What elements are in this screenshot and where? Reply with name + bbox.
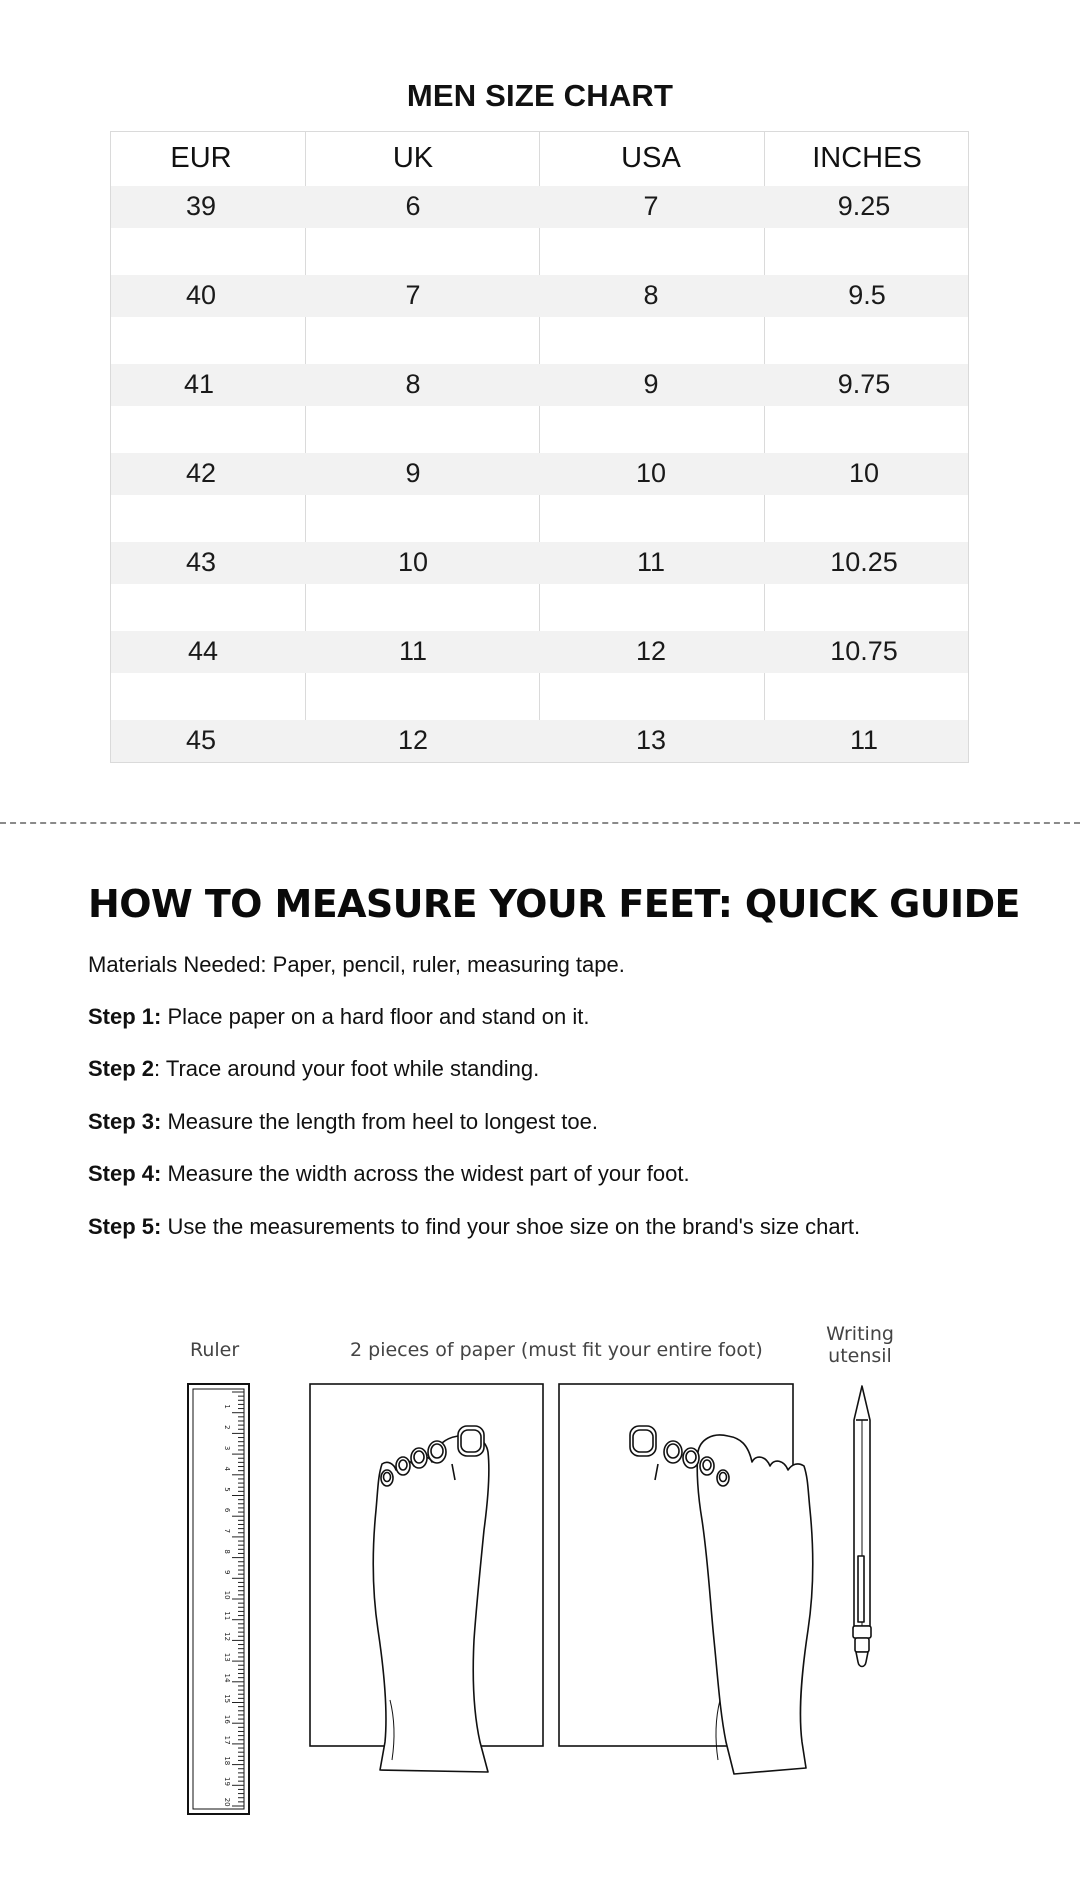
- cell-eur: 40: [185, 280, 217, 310]
- cell-eur: 39: [185, 191, 217, 221]
- cell-uk: 8: [405, 369, 421, 399]
- ruler-number: 17: [223, 1735, 231, 1745]
- table-row: [111, 275, 968, 317]
- table-row: [111, 631, 968, 673]
- ruler-number: 14: [223, 1673, 231, 1683]
- ruler-number: 19: [223, 1777, 231, 1786]
- ruler-number: 18: [223, 1756, 231, 1766]
- cell-usa: 10: [635, 458, 667, 488]
- step-2: [88, 1056, 539, 1082]
- cell-usa: 13: [635, 725, 667, 755]
- cell-usa: 7: [643, 191, 659, 221]
- ruler-number: 16: [223, 1714, 231, 1724]
- size-chart-title: MEN SIZE CHART: [406, 78, 674, 113]
- cell-inches: 9.75: [837, 369, 891, 399]
- ruler-number: 6: [223, 1507, 231, 1513]
- step-1: [88, 1004, 589, 1030]
- ruler-number: 15: [223, 1694, 231, 1704]
- cell-usa: 12: [635, 636, 667, 666]
- ruler-number: 4: [223, 1466, 231, 1471]
- cell-uk: 7: [405, 280, 421, 310]
- cell-inches: 10.25: [830, 547, 898, 577]
- ruler-label: Ruler: [190, 1339, 240, 1361]
- ruler-number: 20: [223, 1797, 231, 1807]
- measuring-illustration: [0, 1300, 1080, 1879]
- header-usa: USA: [621, 142, 681, 174]
- cell-uk: 6: [405, 191, 421, 221]
- cell-eur: 45: [185, 725, 217, 755]
- utensil-label-line: utensil: [828, 1345, 892, 1367]
- guide-title: HOW TO MEASURE YOUR FEET: QUICK GUIDE: [88, 882, 1020, 926]
- ruler-icon: [188, 1384, 249, 1814]
- header-eur: EUR: [170, 142, 232, 174]
- ruler-number: 10: [223, 1590, 231, 1600]
- cell-eur: 44: [187, 636, 219, 666]
- ruler-number: 12: [223, 1632, 231, 1642]
- ruler-number: 3: [223, 1445, 231, 1451]
- table-row: [111, 453, 968, 495]
- cell-eur: 43: [185, 547, 217, 577]
- cell-usa: 8: [643, 280, 659, 310]
- step-label: Step 1:: [88, 1004, 162, 1029]
- right-foot-icon: [373, 1426, 489, 1772]
- ruler-number: 9: [223, 1570, 231, 1575]
- pencil-icon: [853, 1386, 871, 1667]
- cell-eur: 41: [183, 369, 215, 399]
- step-5: [88, 1214, 860, 1240]
- cell-usa: 9: [643, 369, 659, 399]
- materials-text: Materials Needed: Paper, pencil, ruler, measuring tape.: [88, 952, 625, 977]
- step-3: [88, 1109, 598, 1135]
- step-text: Measure the length from heel to longest toe.: [161, 1109, 598, 1134]
- paper-label: 2 pieces of paper (must fit your entire foot): [350, 1339, 763, 1361]
- table-row: [111, 186, 968, 228]
- cell-uk: 10: [397, 547, 429, 577]
- step-text: Use the measurements to find your shoe size on the brand's size chart.: [161, 1214, 861, 1239]
- header-uk: UK: [392, 142, 434, 174]
- size-chart-table: [110, 131, 969, 763]
- ruler-number: 11: [223, 1611, 231, 1621]
- step-text: Place paper on a hard floor and stand on it.: [161, 1004, 590, 1029]
- dashed-divider: [0, 822, 1080, 824]
- cell-inches: 11: [849, 725, 879, 755]
- cell-eur: 42: [185, 458, 217, 488]
- step-label: Step 2: [88, 1056, 155, 1081]
- step-label: Step 3:: [88, 1109, 162, 1134]
- step-text: Measure the width across the widest part of your foot.: [161, 1161, 690, 1186]
- cell-inches: 10: [848, 458, 880, 488]
- step-4: [88, 1161, 690, 1187]
- cell-uk: 9: [405, 458, 421, 488]
- ruler-number: 1: [223, 1404, 231, 1409]
- ruler-number: 7: [223, 1528, 231, 1534]
- ruler-number: 2: [223, 1425, 231, 1430]
- table-row: [111, 720, 968, 762]
- cell-inches: 10.75: [830, 636, 898, 666]
- cell-uk: 12: [397, 725, 429, 755]
- step-text: : Trace around your foot while standing.: [154, 1056, 540, 1081]
- step-label: Step 4:: [88, 1161, 162, 1186]
- ruler-number: 13: [223, 1652, 231, 1662]
- cell-inches: 9.25: [837, 191, 891, 221]
- ruler-number: 8: [223, 1549, 231, 1554]
- cell-usa: 11: [636, 547, 666, 577]
- table-row: [111, 364, 968, 406]
- cell-inches: 9.5: [848, 280, 886, 310]
- table-row: [111, 542, 968, 584]
- step-label: Step 5:: [88, 1214, 162, 1239]
- ruler-number: 5: [223, 1487, 231, 1492]
- header-inches: INCHES: [812, 142, 922, 174]
- utensil-label-line: Writing: [826, 1323, 894, 1345]
- cell-uk: 11: [398, 636, 428, 666]
